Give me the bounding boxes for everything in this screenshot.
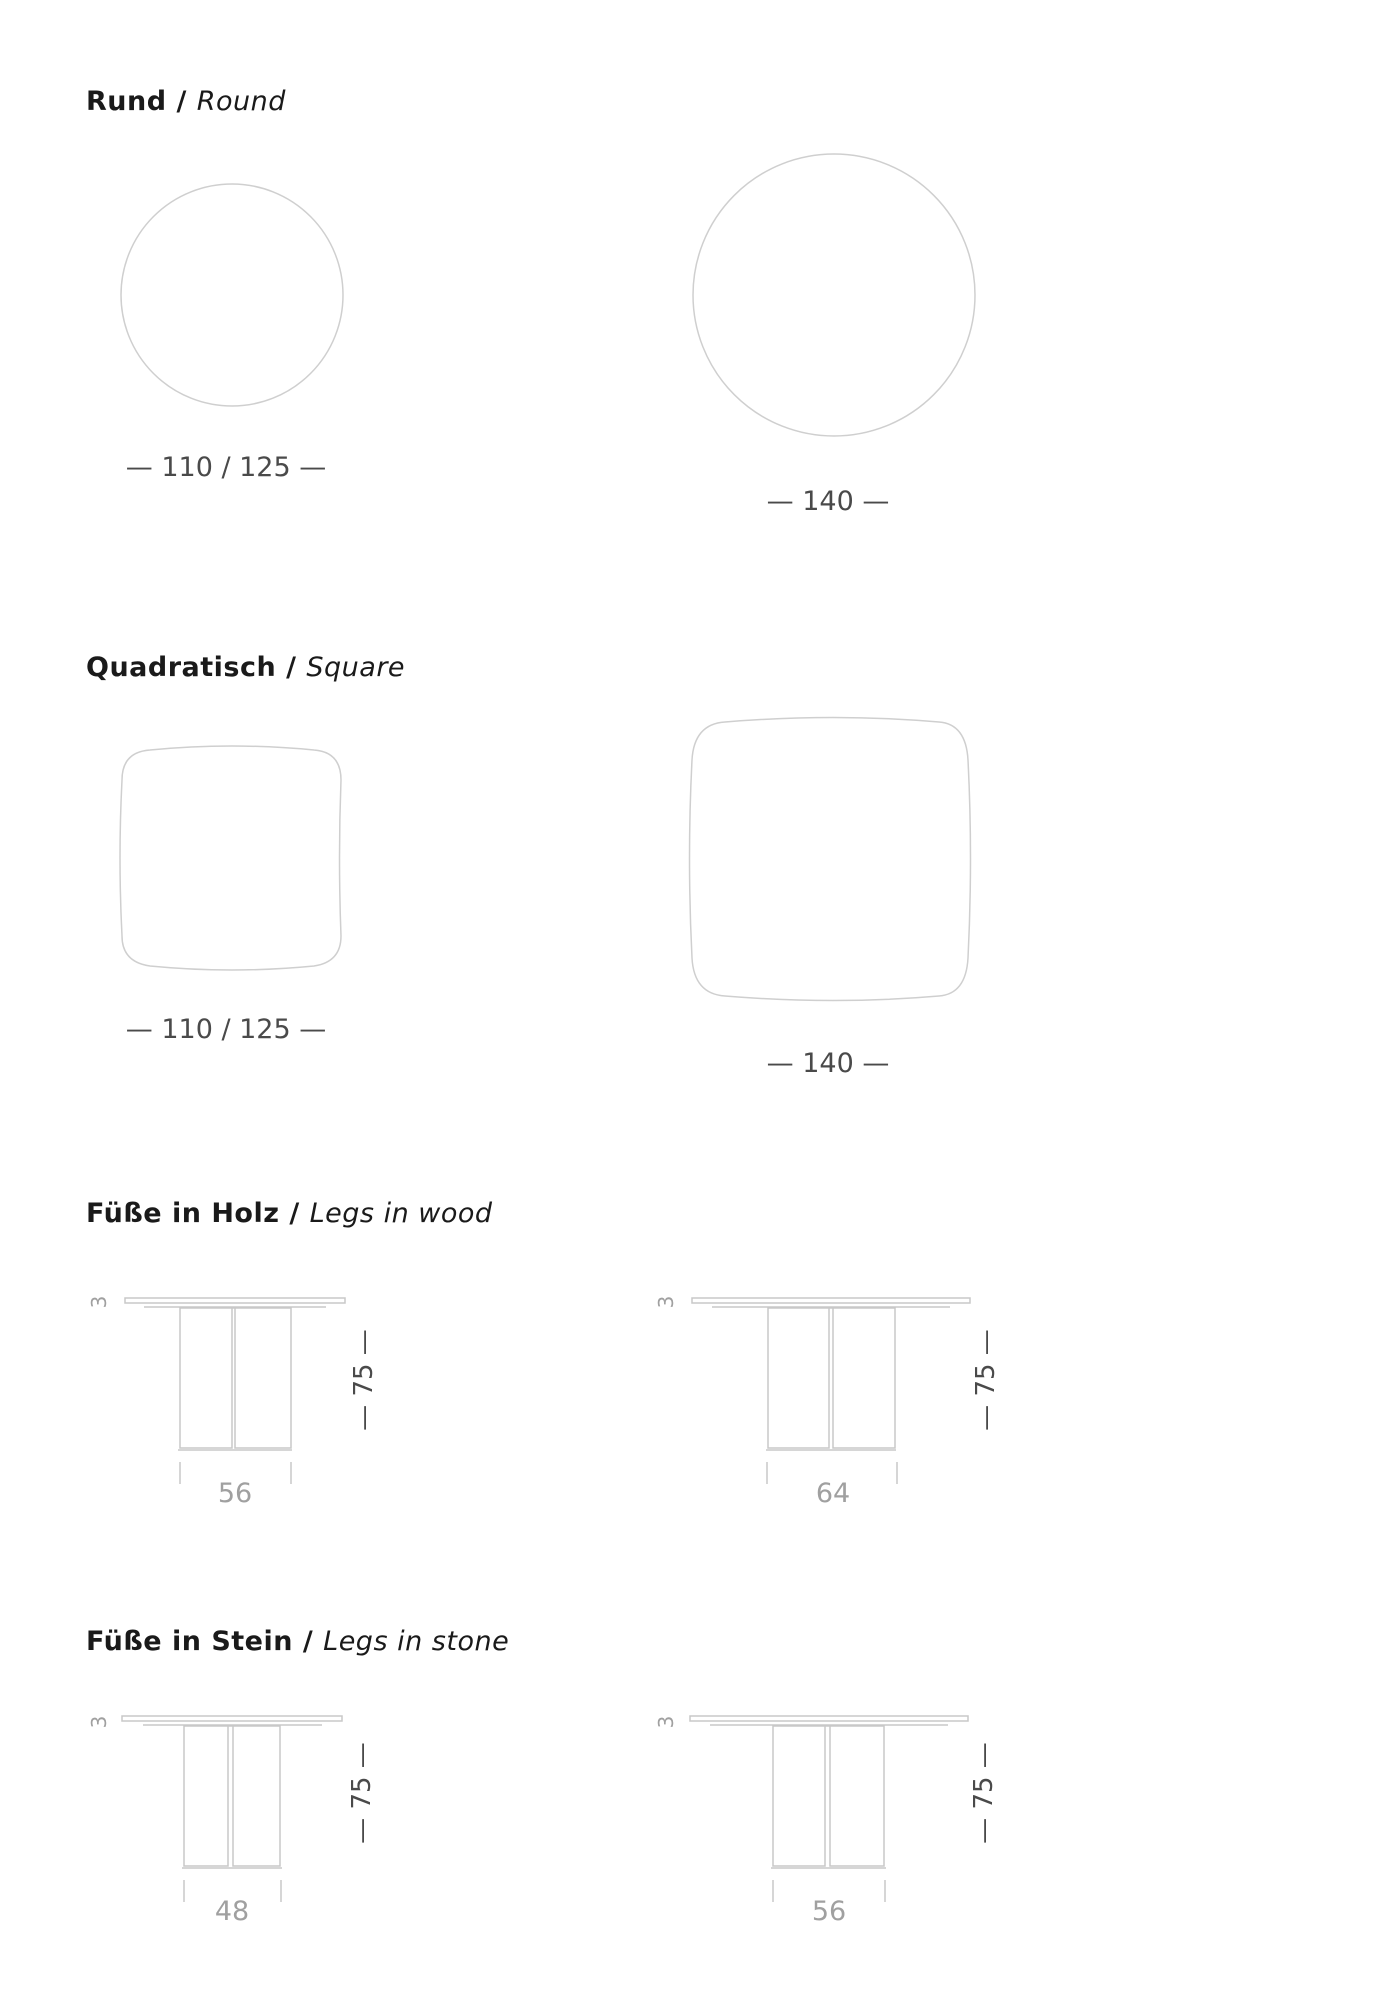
top-thickness-label: 3	[654, 1295, 678, 1309]
heading-en: Legs in stone	[323, 1626, 510, 1657]
heading-separator: /	[292, 1626, 324, 1657]
height-label: — 75 —	[969, 1742, 999, 1844]
leg-width-label: 64	[815, 1478, 851, 1509]
dimension-label: — 110 / 125 —	[125, 452, 327, 483]
heading-de: Quadratisch	[86, 652, 277, 683]
height-label: — 75 —	[971, 1329, 1001, 1431]
heading-en: Square	[306, 652, 406, 683]
height-label: — 75 —	[349, 1329, 379, 1431]
heading-separator: /	[166, 86, 197, 117]
height-label: — 75 —	[347, 1742, 377, 1844]
heading-separator: /	[276, 652, 307, 683]
top-thickness-label: 3	[654, 1715, 678, 1729]
leg-width-label: 56	[217, 1478, 253, 1509]
heading-de: Füße in Stein	[86, 1626, 293, 1657]
heading-de: Füße in Holz	[86, 1198, 280, 1229]
heading-separator: /	[279, 1198, 310, 1229]
heading-en: Round	[196, 86, 286, 117]
heading-en: Legs in wood	[309, 1198, 493, 1229]
dimension-label: — 140 —	[766, 1048, 890, 1079]
dimension-label: — 140 —	[766, 486, 890, 517]
top-thickness-label: 3	[87, 1715, 111, 1729]
heading-de: Rund	[86, 86, 167, 117]
dimension-label: — 110 / 125 —	[125, 1014, 327, 1045]
top-thickness-label: 3	[87, 1295, 111, 1309]
leg-width-label: 56	[811, 1896, 847, 1927]
leg-width-label: 48	[214, 1896, 250, 1927]
